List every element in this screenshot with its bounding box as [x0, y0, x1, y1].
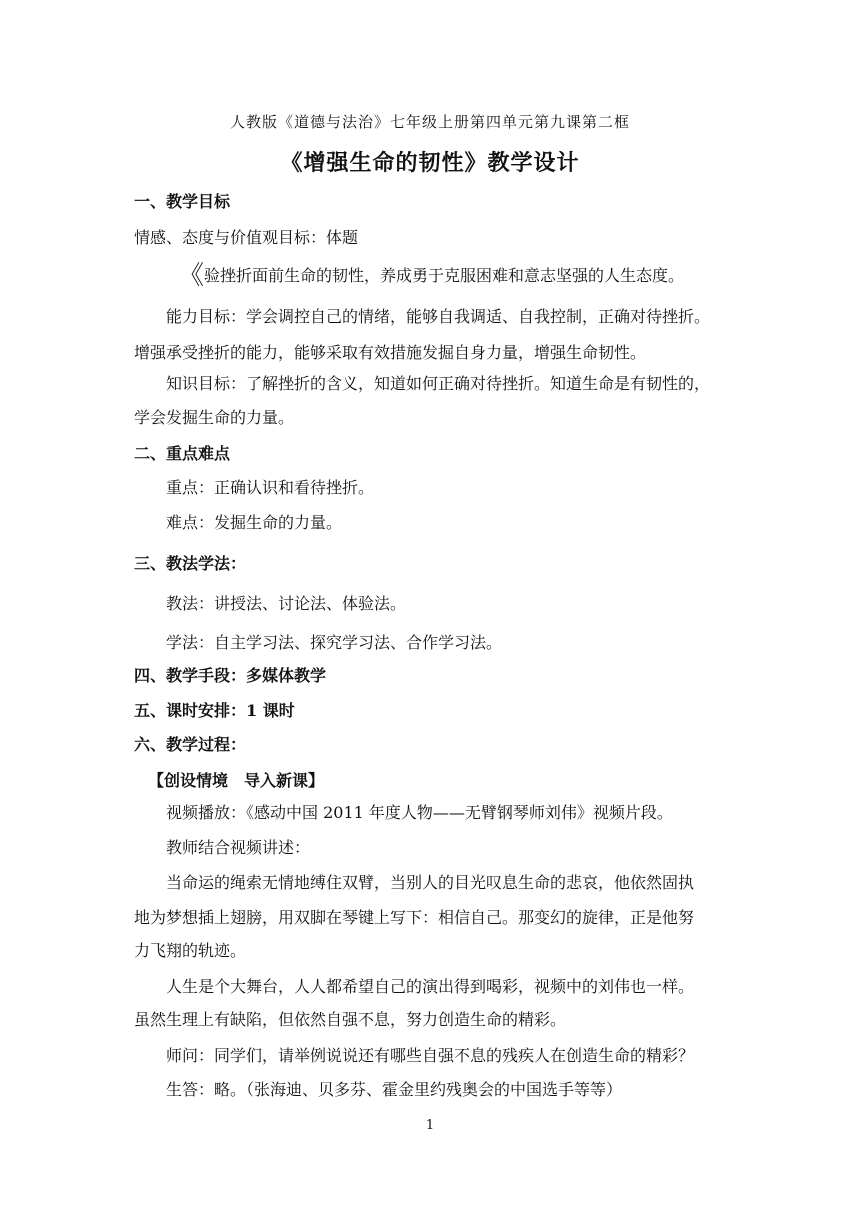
student-answer: 生答：略。（张海迪、贝多芬、霍金里约残奥会的中国选手等等） — [166, 1080, 623, 1099]
knowledge-goal-line1: 知识目标：了解挫折的含义，知道如何正确对待挫折。知道生命是有韧性的， — [166, 374, 711, 393]
narration-a-line2: 地为梦想插上翅膀，用双脚在琴键上写下：相信自己。那变幻的旋律，正是他努 — [134, 908, 695, 927]
narration-a-line3: 力飞翔的轨迹。 — [134, 941, 247, 960]
page-number: 1 — [425, 1118, 435, 1133]
section-heading-schedule: 五、课时安排：1 课时 — [134, 701, 295, 720]
narration-a-line1: 当命运的绳索无情地缚住双臂，当别人的目光叹息生命的悲哀，他依然固执 — [166, 873, 695, 892]
learning-method-text: 学法：自主学习法、探究学习法、合作学习法。 — [166, 633, 503, 652]
section-heading-means: 四、教学手段：多媒体教学 — [134, 666, 327, 685]
keypoint-text: 重点：正确认识和看待挫折。 — [166, 478, 375, 497]
emotion-goal-line — [178, 261, 685, 291]
narration-b-line2: 虽然生理上有缺陷，但依然自强不息，努力创造生命的精彩。 — [134, 1010, 567, 1029]
intro-subheading: 【创设情境 导入新课】 — [148, 771, 325, 790]
document-subtitle: 人教版《道德与法治》七年级上册第四单元第九课第二框 — [229, 113, 630, 131]
teacher-intro-line: 教师结合视频讲述： — [166, 838, 311, 857]
section-heading-methods: 三、教法学法： — [134, 554, 247, 573]
section-heading-process: 六、教学过程： — [134, 735, 247, 754]
teaching-method-text: 教法：讲授法、讨论法、体验法。 — [166, 594, 407, 613]
knowledge-goal-line2: 学会发掘生命的力量。 — [134, 408, 295, 427]
ability-goal-line2: 增强承受挫折的能力，能够采取有效措施发掘自身力量，增强生命韧性。 — [134, 343, 647, 362]
narration-b-line1: 人生是个大舞台，人人都希望自己的演出得到喝彩，视频中的刘伟也一样。 — [166, 977, 695, 996]
section-heading-objectives: 一、教学目标 — [134, 192, 231, 211]
document-title: 《增强生命的韧性》教学设计 — [280, 150, 580, 176]
video-line: 视频播放：《感动中国 2011 年度人物——无臂钢琴师刘伟》视频片段。 — [166, 803, 673, 822]
emotion-goal-label: 情感、态度与价值观目标：体题 — [134, 228, 359, 247]
emotion-goal-text: 验挫折面前生命的韧性，养成勇于克服困难和意志坚强的人生态度。 — [204, 266, 685, 285]
quote-mark: 《 — [178, 261, 205, 291]
difficulty-text: 难点：发掘生命的力量。 — [166, 513, 343, 532]
section-heading-keypoints: 二、重点难点 — [134, 444, 231, 463]
teacher-question: 师问：同学们，请举例说说还有哪些自强不息的残疾人在创造生命的精彩？ — [166, 1046, 695, 1065]
ability-goal-line1: 能力目标：学会调控自己的情绪，能够自我调适、自我控制，正确对待挫折。 — [166, 307, 711, 326]
